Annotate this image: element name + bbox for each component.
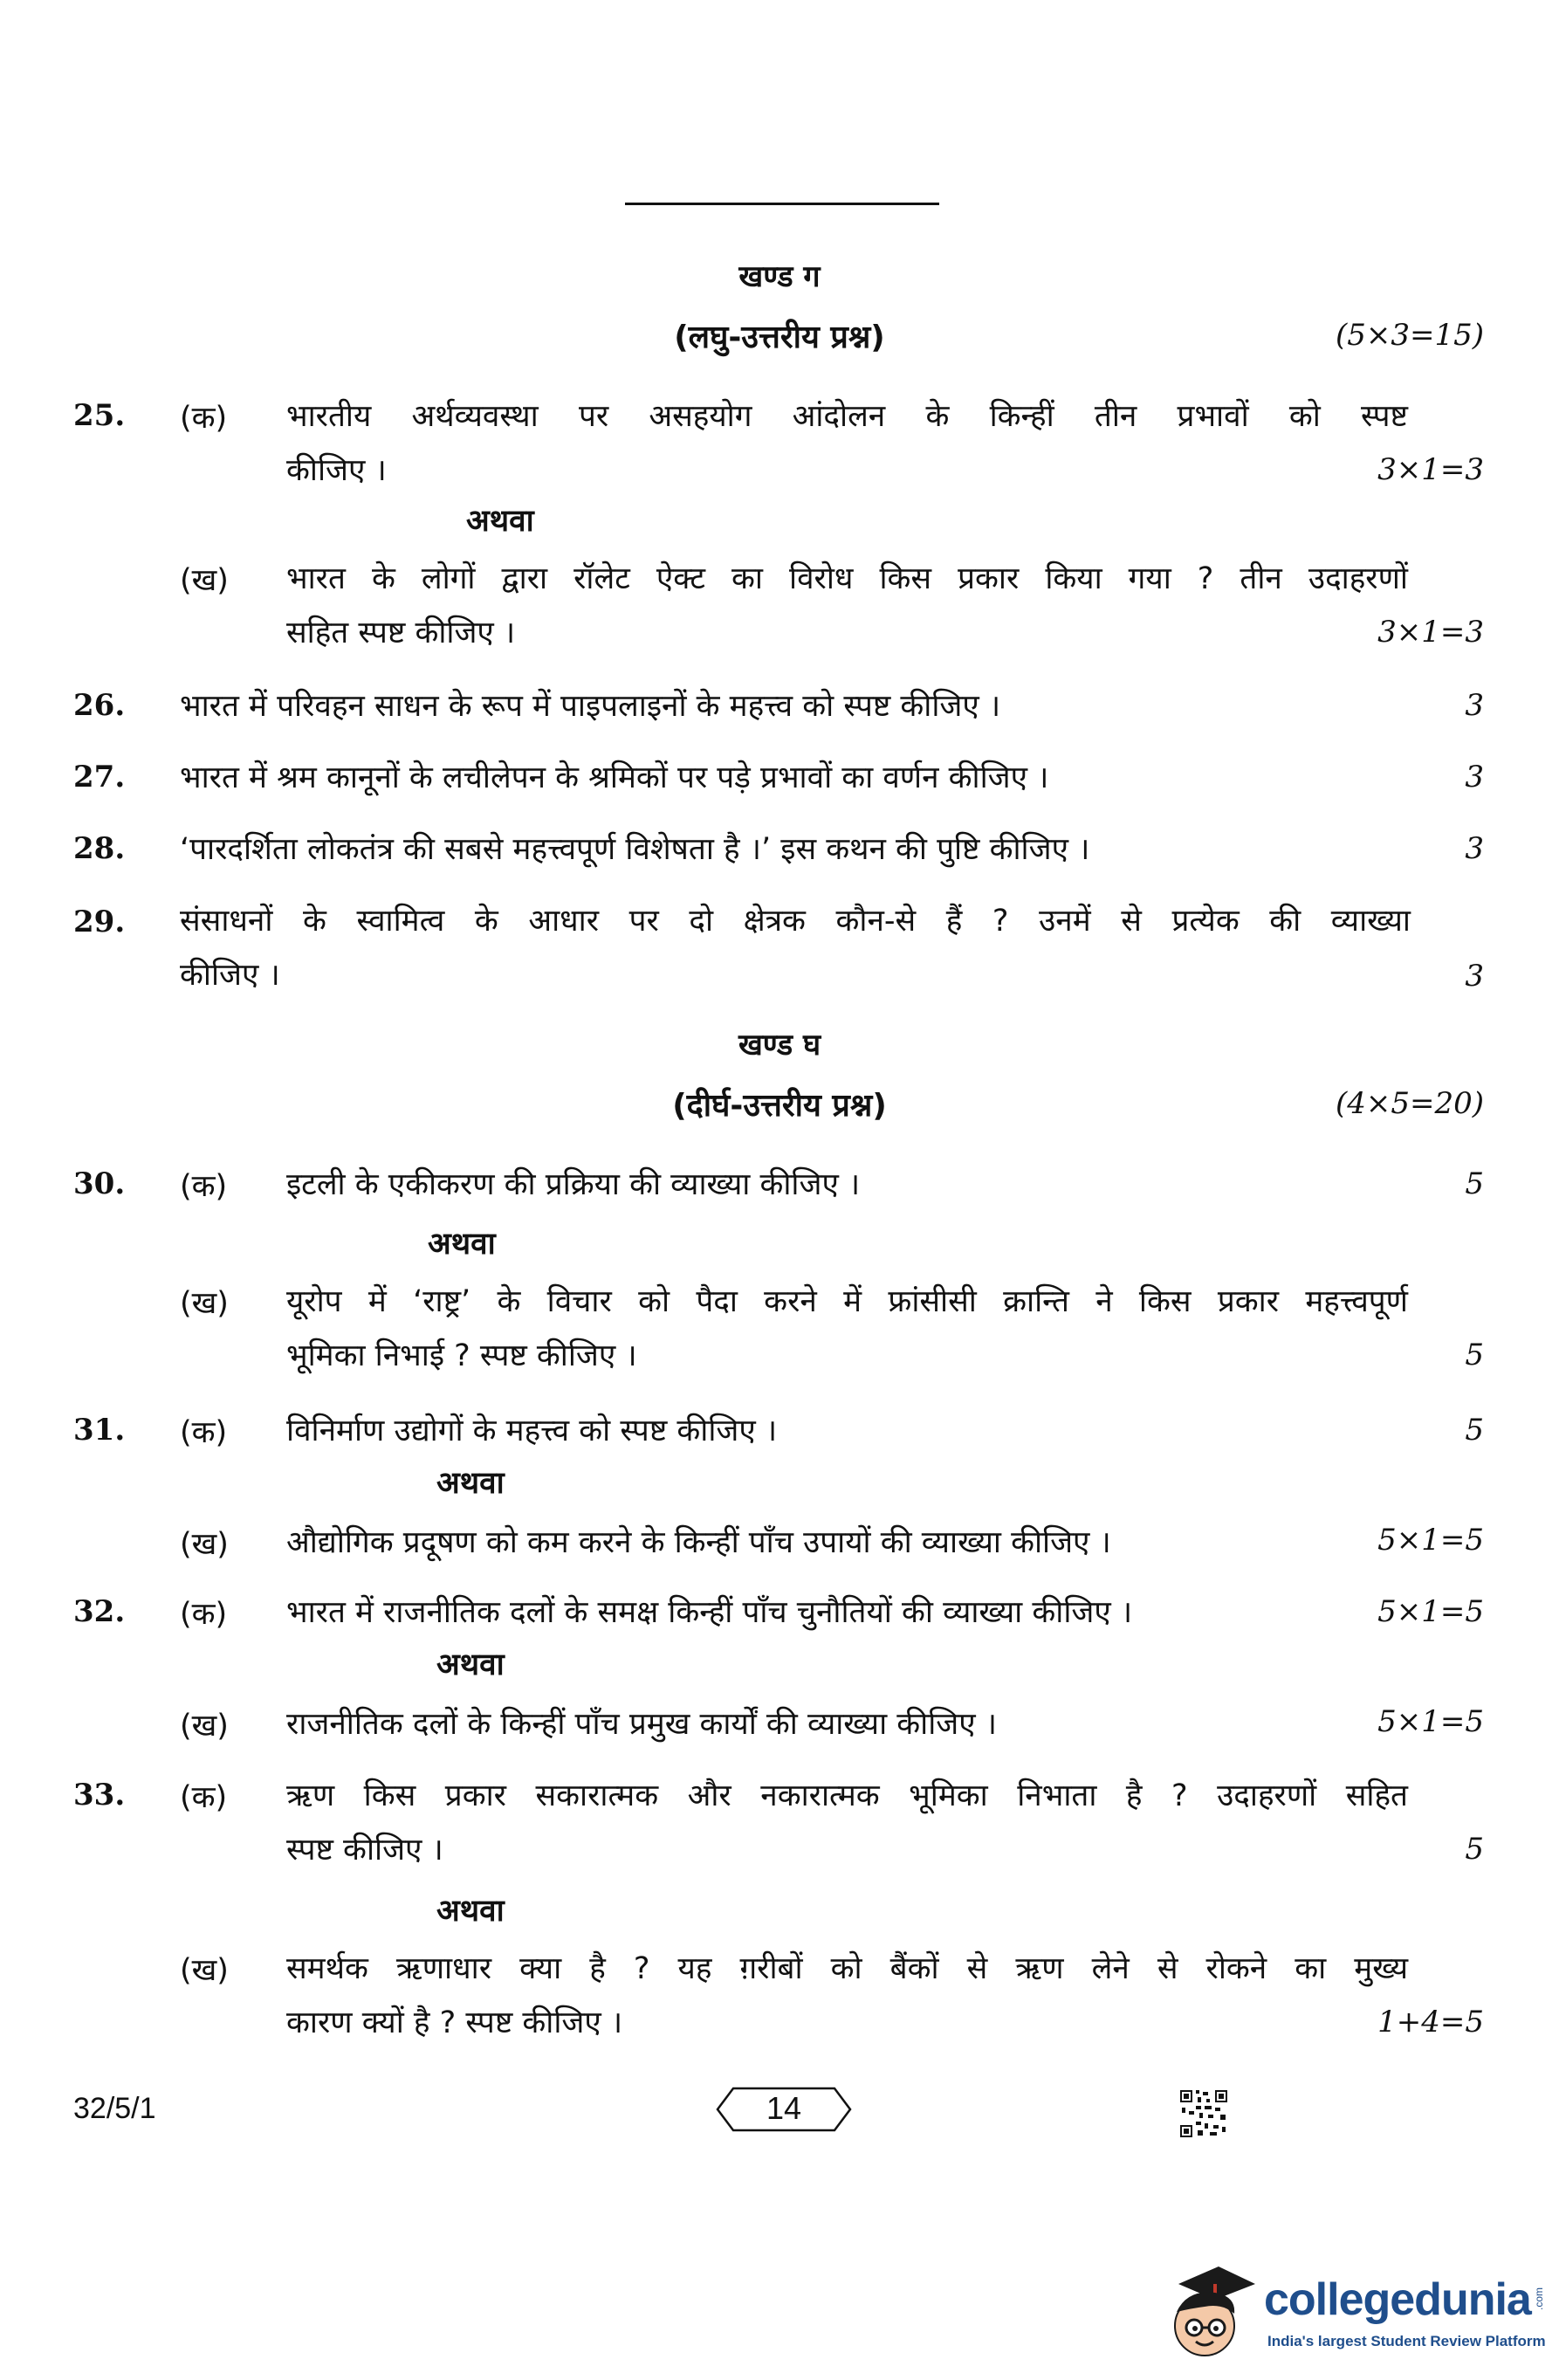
question-marks: 5 <box>1465 1338 1484 1372</box>
question-number: 30. <box>73 1166 126 1201</box>
question-text <box>180 894 1411 1002</box>
logo-wordmark: collegedunia <box>1264 2274 1531 2325</box>
or-divider: अथवा <box>466 504 534 539</box>
question-text <box>180 822 1411 877</box>
collegedunia-logo <box>1161 2258 1545 2371</box>
question-number: 27. <box>73 760 126 794</box>
or-divider: अथवा <box>436 1466 505 1501</box>
text-line: ‘पारदर्शिता लोकतंत्र की सबसे महत्त्वपूर्ण विशेषता है ।’ इस कथन की पुष्टि कीजिए । <box>180 832 1090 867</box>
option-label: (क) <box>180 1780 228 1815</box>
option-label: (ख) <box>180 563 229 598</box>
question-marks: 5 <box>1465 1413 1484 1448</box>
option-label: (क) <box>180 1597 228 1632</box>
logo-domain-suffix: .com <box>1533 2287 1546 2311</box>
option-label: (क) <box>180 1415 228 1450</box>
text-line: राजनीतिक दलों के किन्हीं पाँच प्रमुख कार्यों की व्याख्या कीजिए । <box>286 1707 997 1742</box>
page-number-badge <box>714 2085 854 2134</box>
question-text <box>286 1769 1408 1877</box>
question-number: 33. <box>73 1778 126 1813</box>
question-text <box>286 1158 1408 1212</box>
question-number: 29. <box>73 905 126 939</box>
section-c-marks: (5×3=15) <box>1335 318 1484 353</box>
text-line: सहित स्पष्ट कीजिए । <box>286 616 516 650</box>
question-marks: 5×1=5 <box>1377 1594 1484 1629</box>
or-divider: अथवा <box>436 1894 505 1929</box>
option-label: (ख) <box>180 1709 229 1744</box>
question-text <box>286 1586 1408 1640</box>
question-text <box>286 1275 1408 1383</box>
section-d-subtitle: (दीर्घ-उत्तरीय प्रश्न) <box>672 1088 887 1124</box>
question-marks: 5×1=5 <box>1377 1523 1484 1558</box>
text-line: भारत में राजनीतिक दलों के समक्ष किन्हीं पाँच चुनौतियों की व्याख्या कीजिए । <box>286 1595 1133 1630</box>
question-number: 25. <box>73 398 126 433</box>
question-number: 32. <box>73 1594 126 1629</box>
question-marks: 5 <box>1465 1832 1484 1867</box>
section-c-title: खण्ड ग <box>738 259 821 294</box>
question-marks: 5×1=5 <box>1377 1704 1484 1739</box>
question-marks: 1+4=5 <box>1377 2005 1484 2040</box>
top-divider <box>625 203 939 205</box>
question-marks: 3 <box>1465 831 1484 866</box>
section-d-title: खण्ड घ <box>738 1028 821 1063</box>
logo-tagline: India's largest Student Review Platform <box>1267 2333 1546 2349</box>
question-number: 28. <box>73 831 126 866</box>
question-text <box>286 389 1408 498</box>
option-label: (क) <box>180 401 228 436</box>
question-marks: 3 <box>1465 688 1484 723</box>
section-c-subtitle: (लघु-उत्तरीय प्रश्न) <box>674 320 885 355</box>
text-line: समर्थक ऋणाधार क्या है ? यह ग़रीबों को बैंकों से ऋण लेने से रोकने का मुख्य <box>286 1951 1408 1986</box>
text-line: कीजिए । <box>286 453 387 488</box>
question-marks: 3 <box>1465 959 1484 994</box>
text-line: स्पष्ट कीजिए । <box>286 1833 443 1868</box>
question-text <box>286 552 1408 660</box>
question-text <box>180 751 1411 805</box>
option-label: (क) <box>180 1169 228 1204</box>
question-text <box>286 1516 1408 1570</box>
question-text <box>180 679 1411 733</box>
or-divider: अथवा <box>428 1227 496 1262</box>
question-text <box>286 1697 1408 1751</box>
student-mascot-icon <box>1161 2258 1259 2370</box>
question-number: 26. <box>73 688 126 723</box>
text-line: कारण क्यों है ? स्पष्ट कीजिए । <box>286 2005 623 2040</box>
text-line: विनिर्माण उद्योगों के महत्त्व को स्पष्ट कीजिए । <box>286 1414 778 1448</box>
text-line: भारत के लोगों द्वारा रॉलेट ऐक्ट का विरोध किस प्रकार किया गया ? तीन उदाहरणों <box>286 561 1408 596</box>
text-line: यूरोप में ‘राष्ट्र’ के विचार को पैदा करने में फ्रांसीसी क्रान्ति ने किस प्रकार महत्त्वपूर्ण <box>286 1284 1408 1319</box>
section-d-marks: (4×5=20) <box>1335 1086 1484 1121</box>
text-line: भूमिका निभाई ? स्पष्ट कीजिए । <box>286 1338 637 1373</box>
question-marks: 3×1=3 <box>1377 452 1484 487</box>
option-label: (ख) <box>180 1286 229 1321</box>
option-label: (ख) <box>180 1953 229 1988</box>
qr-code-icon <box>1178 2088 1229 2139</box>
text-line: इटली के एकीकरण की प्रक्रिया की व्याख्या कीजिए । <box>286 1167 861 1202</box>
question-marks: 3×1=3 <box>1377 615 1484 650</box>
question-marks: 3 <box>1465 760 1484 794</box>
question-text <box>286 1942 1408 2050</box>
question-text <box>286 1404 1408 1458</box>
paper-code: 32/5/1 <box>73 2092 156 2125</box>
text-line: कीजिए । <box>180 958 280 993</box>
text-line: औद्योगिक प्रदूषण को कम करने के किन्हीं पाँच उपायों की व्याख्या कीजिए । <box>286 1525 1111 1560</box>
question-marks: 5 <box>1465 1166 1484 1201</box>
text-line: भारत में परिवहन साधन के रूप में पाइपलाइनों के महत्त्व को स्पष्ट कीजिए । <box>180 689 1001 724</box>
text-line: भारत में श्रम कानूनों के लचीलेपन के श्रमिकों पर पड़े प्रभावों का वर्णन कीजिए । <box>180 760 1049 795</box>
text-line: भारतीय अर्थव्यवस्था पर असहयोग आंदोलन के किन्हीं तीन प्रभावों को स्पष्ट <box>286 399 1408 434</box>
page-number: 14 <box>766 2090 802 2126</box>
text-line: ऋण किस प्रकार सकारात्मक और नकारात्मक भूमिका निभाता है ? उदाहरणों सहित <box>286 1778 1408 1813</box>
question-number: 31. <box>73 1413 126 1448</box>
or-divider: अथवा <box>436 1647 505 1682</box>
text-line: संसाधनों के स्वामित्व के आधार पर दो क्षेत्रक कौन-से हैं ? उनमें से प्रत्येक की व्याख्या <box>180 904 1411 939</box>
option-label: (ख) <box>180 1527 229 1562</box>
